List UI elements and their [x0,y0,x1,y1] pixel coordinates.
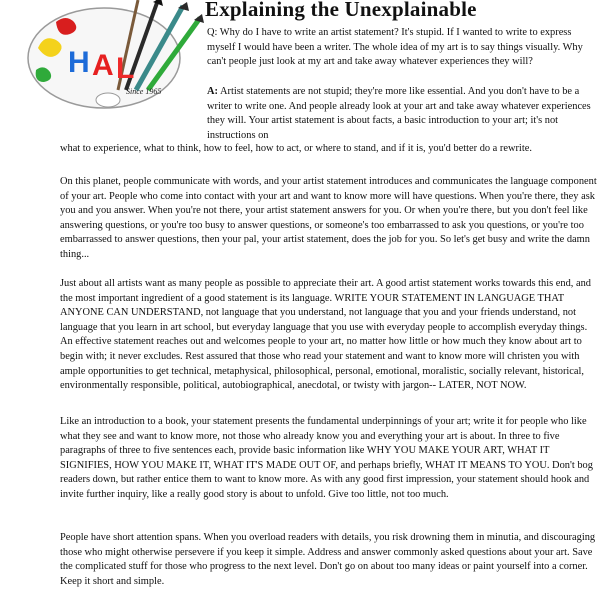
paragraph-3: Like an introduction to a book, your statement presents the fundamental underpinnings of your art; write it for people who like what they see and want to know more, not those who already know you and everything your art is about. In three to five paragraphs of three to five sentences each, provide basic information like WHY YOU MAKE YOUR ART, WHAT IT SIGNIFIES, HOW YOU MAKE IT, WHAT IT'S MADE OUT OF, and perhaps briefly, WHAT IT MEANS TO YOU. Don't bog readers down, but rather entice them to want to know more. As with any good first impression, your statement should hook and invite further inquiry, like a really good story is about to unfold. Give too little, not too much. [60,416,593,500]
page-title: Explaining the Unexplainable [205,0,477,21]
paragraph-4: People have short attention spans. When you overload readers with details, you risk drowning them in minutia, and discouraging those who might otherwise persevere if you keep it simple. Address and answer commonly asked questions about your art. Save the complicated stuff for those who progress to the next level. Don't go on about too many ideas or paint yourself into a corner. Keep it short and simple. [60,532,596,587]
logo-letter-l: L [116,52,135,85]
answer-text: Artist statements are not stupid; they're more like essential. And you don't have to be a writer to write one. And people already look at your art and take away whatever experiences they will. Your artist statement is about facts, a basic introduction to your art; it's not instructions on [207,86,591,141]
logo-letter-a: A [92,49,114,82]
answer-continuation: what to experience, what to think, how to feel, how to act, or where to stand, and if it is, you'd better do a rewrite. [60,143,532,154]
paragraph-2: Just about all artists want as many people as possible to appreciate their art. A good artist statement works towards this end, and the most important ingredient of a good statement is its language. WRITE YOUR STATEMENT IN LANGUAGE THAT ANYONE CAN UNDERSTAND, not language that you understand, not language that you and your friends understand, not language that you learn in art school, but everyday language that you use with everyday people to accomplish everyday things. An effective statement reaches out and welcomes people to your art, no matter how little or how much they know about art to begin with; it never excludes. Rest assured that those who read your statement and want to know more will christen you with ample opportunities to get technical, metaphysical, philosophical, personal, emotional, moralistic, socially relevant, historical, environmentally responsible, political, autobiographical, anecdotal, or twisty with jargon-- LATER, NOT NOW. [60,278,591,392]
answer-paragraph [207,85,592,143]
hal-logo [8,0,204,112]
logo-brand-text [8,0,9,1]
paragraph-1: On this planet, people communicate with words, and your artist statement introduces and communicates the language component of your art. People who come into contact with your art and want to know more will have questions. When you're there, they ask you and you answer. When you're not there, your artist statement answers for you. Or when you're there, but you don't feel like answering questions, or you're too busy to answer questions, or someone's too embarrassed to ask you questions, or you're too embarrassed to answer questions, then your pal, your artist statement, does the job for you. So let's get busy and write the damn thing... [60,176,597,260]
logo-letter-h: H [68,46,90,79]
answer-prefix: A: [207,86,218,97]
logo-tagline: Since 1965 [126,87,162,96]
paint-palette-icon [8,0,204,112]
question-paragraph: Q: Why do I have to write an artist statement? It's stupid. If I wanted to write to express myself I would have been a writer. The whole idea of my art is to say things visually. Why can't people just look at my art and take away whatever experiences they will? [207,27,583,68]
